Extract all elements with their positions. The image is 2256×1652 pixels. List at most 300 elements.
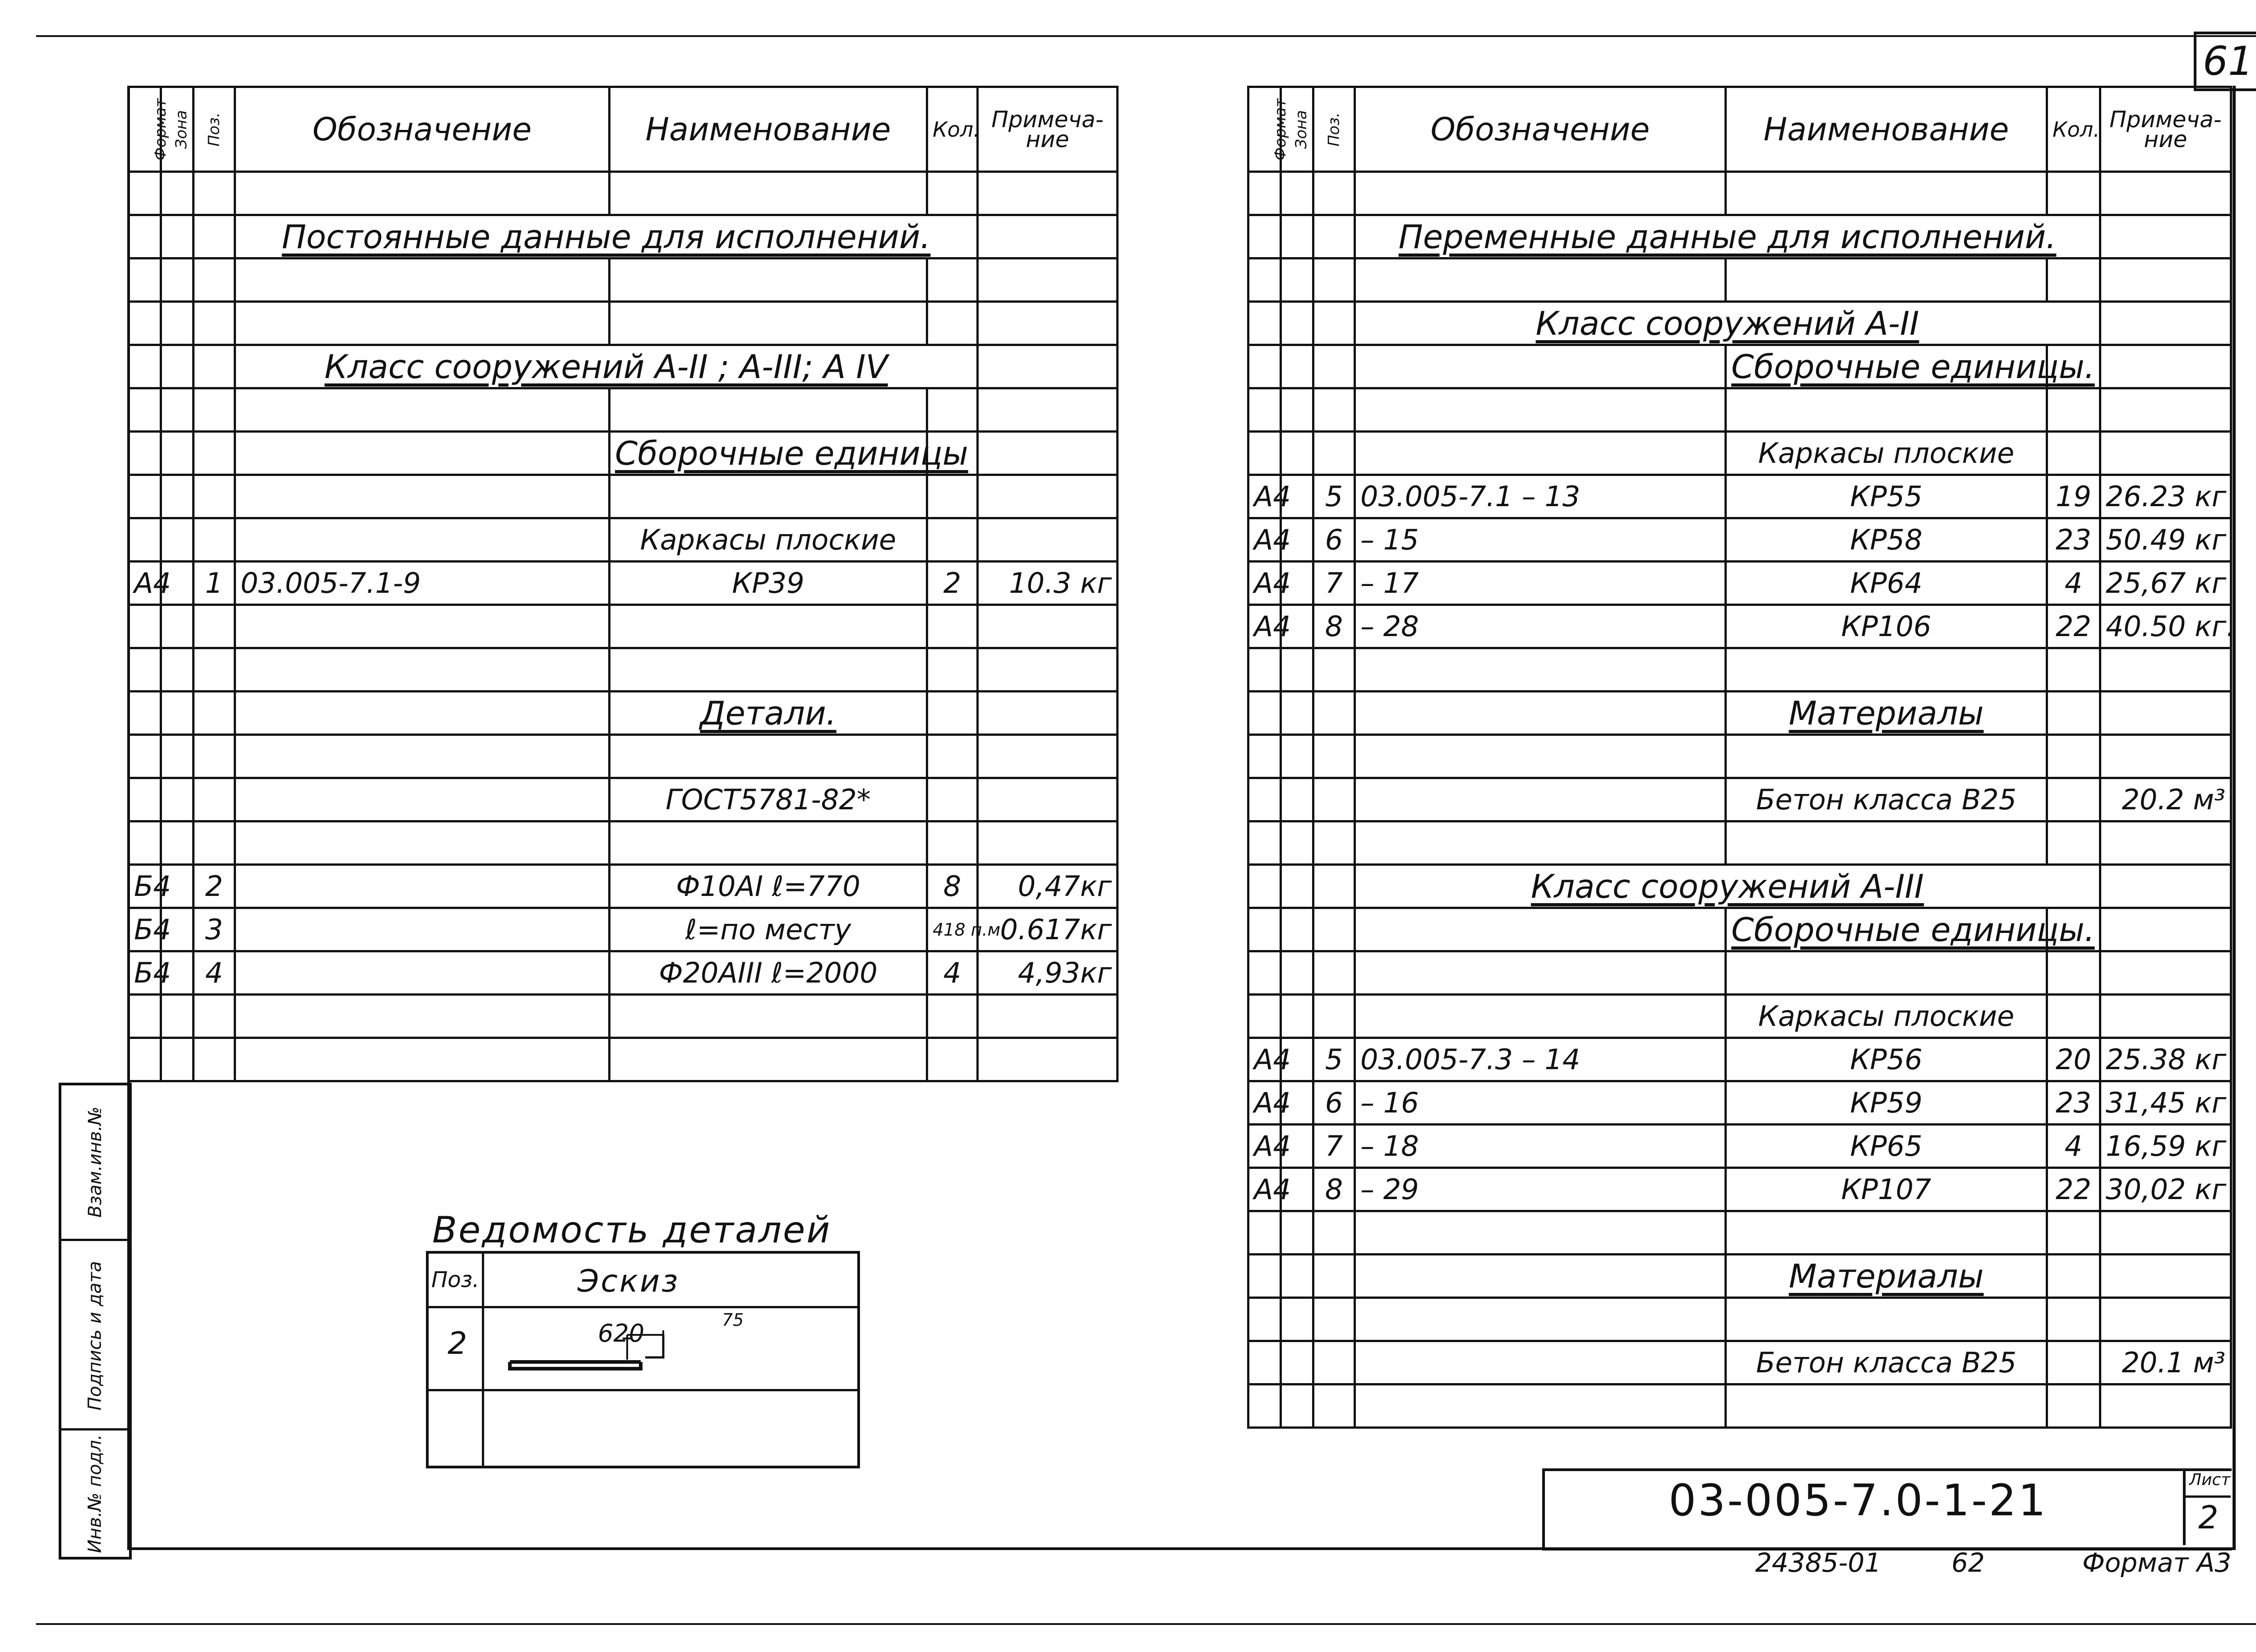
cell-note: 40.50 кг. xyxy=(2100,605,2231,648)
section-heading: Класс сооружений А-III xyxy=(1531,867,1924,905)
cell-name xyxy=(610,605,927,648)
cell-pos: 7 xyxy=(1313,1125,1355,1168)
cell-designation: 03.005-7.1 – 13 xyxy=(1355,475,1726,518)
cell-note xyxy=(2100,1211,2231,1255)
cell-qty xyxy=(2047,821,2100,865)
cell-qty xyxy=(2047,692,2100,735)
cell-name: Ф10АI ℓ=770 xyxy=(610,865,927,908)
sheet-label: Лист xyxy=(2189,1471,2231,1489)
cell-note xyxy=(2100,432,2231,475)
cell-designation xyxy=(235,605,610,648)
cell-note xyxy=(978,475,1118,518)
table-row xyxy=(1248,215,2231,258)
cell-note xyxy=(978,605,1118,648)
cell-name xyxy=(610,648,927,692)
table-row xyxy=(1248,1038,2231,1081)
cell-name: КР65 xyxy=(1726,1125,2047,1168)
cell-designation xyxy=(1355,388,1726,432)
cell-format xyxy=(129,692,161,735)
table-row xyxy=(129,258,1118,302)
cell-qty: 418 п.м. xyxy=(927,908,978,951)
cell-designation xyxy=(235,692,610,735)
table-row xyxy=(1248,562,2231,605)
cell-note xyxy=(978,258,1118,302)
cell-qty xyxy=(2047,1255,2100,1298)
cell-name: КР39 xyxy=(610,562,927,605)
cell-format xyxy=(1248,388,1281,432)
cell-zone xyxy=(1281,1298,1313,1341)
cell-format xyxy=(129,302,161,345)
cell-note xyxy=(2100,995,2231,1038)
cell-pos: 5 xyxy=(1313,475,1355,518)
table-row xyxy=(129,172,1118,215)
cell-note xyxy=(978,302,1118,345)
cell-zone xyxy=(1281,1341,1313,1384)
cell-zone xyxy=(161,692,194,735)
cell-note: 31,45 кг xyxy=(2100,1081,2231,1125)
cell-note xyxy=(2100,172,2231,215)
cell-pos xyxy=(1313,1255,1355,1298)
cell-name xyxy=(1726,1384,2047,1428)
cell-format xyxy=(1248,1298,1281,1341)
cell-pos xyxy=(1313,692,1355,735)
cell-format: А4 xyxy=(1248,518,1281,562)
cell-qty xyxy=(2047,648,2100,692)
cell-format: Б4 xyxy=(129,865,161,908)
cell-name: Ф20АIII ℓ=2000 xyxy=(610,951,927,995)
cell-name: Сборочные единицы. xyxy=(1731,910,2095,949)
cell-format xyxy=(129,605,161,648)
page-number: 61 xyxy=(2194,32,2256,91)
cell-designation xyxy=(1355,1211,1726,1255)
table-row xyxy=(129,735,1118,778)
table-row xyxy=(1248,258,2231,302)
cell-note: 16,59 кг xyxy=(2100,1125,2231,1168)
cell-qty: 20 xyxy=(2047,1038,2100,1081)
cell-note xyxy=(2100,1255,2231,1298)
cell-format xyxy=(129,735,161,778)
cell-note xyxy=(2100,735,2231,778)
table-row xyxy=(129,778,1118,821)
table-row xyxy=(1248,432,2231,475)
table-row xyxy=(1248,1298,2231,1341)
cell-qty xyxy=(927,605,978,648)
cell-zone xyxy=(161,518,194,562)
cell-designation: – 17 xyxy=(1355,562,1726,605)
header-zone: Зона xyxy=(161,87,194,172)
cell-name xyxy=(1726,388,2047,432)
cell-note xyxy=(978,1038,1118,1081)
cell-qty xyxy=(927,518,978,562)
sheet-number: 2 xyxy=(2198,1499,2219,1536)
cell-format xyxy=(129,518,161,562)
cell-format xyxy=(129,778,161,821)
cell-name: КР55 xyxy=(1726,475,2047,518)
cell-format xyxy=(1248,1341,1281,1384)
cell-designation xyxy=(235,172,610,215)
cell-name: Сборочные единицы xyxy=(615,434,968,472)
cell-note xyxy=(2100,258,2231,302)
cell-qty xyxy=(2047,388,2100,432)
table-row xyxy=(129,345,1118,388)
cell-name xyxy=(610,821,927,865)
cell-zone xyxy=(161,172,194,215)
cell-note: 0.617кг xyxy=(978,908,1118,951)
cell-pos xyxy=(1313,172,1355,215)
cell-designation: – 28 xyxy=(1355,605,1726,648)
cell-name: Каркасы плоские xyxy=(1726,995,2047,1038)
cell-note xyxy=(2100,1298,2231,1341)
cell-designation xyxy=(1355,778,1726,821)
cell-pos xyxy=(194,821,235,865)
cell-pos: 7 xyxy=(1313,562,1355,605)
cell-pos: 1 xyxy=(194,562,235,605)
cell-qty: 19 xyxy=(2047,475,2100,518)
table-row xyxy=(129,605,1118,648)
table-row xyxy=(129,995,1118,1038)
cell-zone xyxy=(1281,388,1313,432)
cell-qty xyxy=(2047,1384,2100,1428)
cell-pos xyxy=(1313,432,1355,475)
table-row xyxy=(1248,735,2231,778)
table-row xyxy=(129,865,1118,908)
cell-pos xyxy=(1313,951,1355,995)
cell-name xyxy=(1726,258,2047,302)
cell-designation xyxy=(1355,1384,1726,1428)
cell-pos xyxy=(194,475,235,518)
cell-designation xyxy=(235,735,610,778)
cell-designation xyxy=(235,865,610,908)
cell-designation: 03.005-7.3 – 14 xyxy=(1355,1038,1726,1081)
cell-designation xyxy=(1355,648,1726,692)
top-frame-line xyxy=(36,35,2256,37)
cell-name xyxy=(610,172,927,215)
cell-note xyxy=(978,648,1118,692)
cell-format xyxy=(129,172,161,215)
cell-name: Бетон класса В25 xyxy=(1726,1341,2047,1384)
cell-name: Детали. xyxy=(700,694,837,732)
cell-name: Каркасы плоские xyxy=(1726,432,2047,475)
cell-format xyxy=(1248,1384,1281,1428)
cell-qty xyxy=(927,648,978,692)
cell-designation xyxy=(235,388,610,432)
cell-designation: – 15 xyxy=(1355,518,1726,562)
cell-note xyxy=(2100,388,2231,432)
cell-designation xyxy=(235,432,610,475)
table-row xyxy=(1248,1211,2231,1255)
cell-qty xyxy=(927,735,978,778)
section-heading: Переменные данные для исполнений. xyxy=(1398,217,2057,256)
cell-format xyxy=(129,475,161,518)
cell-format: А4 xyxy=(129,562,161,605)
cell-zone xyxy=(1281,1384,1313,1428)
cell-format xyxy=(1248,778,1281,821)
cell-designation xyxy=(1355,1255,1726,1298)
cell-pos: 6 xyxy=(1313,518,1355,562)
cell-qty xyxy=(927,1038,978,1081)
cell-format xyxy=(1248,345,1281,388)
cell-zone xyxy=(161,605,194,648)
cell-format xyxy=(1248,648,1281,692)
table-row xyxy=(1248,865,2231,908)
cell-name: КР64 xyxy=(1726,562,2047,605)
cell-qty: 22 xyxy=(2047,605,2100,648)
cell-note xyxy=(978,692,1118,735)
cell-zone xyxy=(1281,648,1313,692)
cell-designation xyxy=(1355,258,1726,302)
cell-note: 20.1 м³ xyxy=(2100,1341,2231,1384)
cell-zone xyxy=(1281,258,1313,302)
cell-zone xyxy=(1281,951,1313,995)
cell-pos xyxy=(194,648,235,692)
cell-zone xyxy=(161,1038,194,1081)
table-row xyxy=(129,475,1118,518)
cell-format xyxy=(1248,172,1281,215)
cell-designation xyxy=(235,475,610,518)
cell-name xyxy=(1726,172,2047,215)
cell-pos: 3 xyxy=(194,908,235,951)
cell-pos xyxy=(1313,1298,1355,1341)
cell-name: КР107 xyxy=(1726,1168,2047,1211)
cell-pos xyxy=(194,692,235,735)
cell-format xyxy=(129,821,161,865)
cell-zone xyxy=(1281,1211,1313,1255)
cell-format xyxy=(1248,432,1281,475)
section-heading: Класс сооружений А-II ; А-III; А IV xyxy=(324,347,888,386)
cell-name xyxy=(610,995,927,1038)
header-note: Примеча-ние xyxy=(2100,87,2231,172)
header-designation: Обозначение xyxy=(1355,87,1726,172)
cell-pos xyxy=(194,1038,235,1081)
cell-pos xyxy=(194,605,235,648)
cell-note xyxy=(978,518,1118,562)
cell-name: Каркасы плоские xyxy=(610,518,927,562)
cell-name xyxy=(610,258,927,302)
cell-format: А4 xyxy=(1248,1038,1281,1081)
cell-designation xyxy=(1355,432,1726,475)
cell-pos xyxy=(1313,995,1355,1038)
cell-note: 30,02 кг xyxy=(2100,1168,2231,1211)
cell-designation xyxy=(235,1038,610,1081)
sketch-row-pos: 2 xyxy=(448,1326,467,1361)
cell-format xyxy=(129,258,161,302)
cell-pos: 8 xyxy=(1313,1168,1355,1211)
cell-zone xyxy=(1281,345,1313,388)
cell-name: Бетон класса В25 xyxy=(1726,778,2047,821)
table-row xyxy=(1248,1125,2231,1168)
sketch-table xyxy=(426,1251,860,1468)
cell-pos xyxy=(194,432,235,475)
cell-designation xyxy=(1355,345,1726,388)
table-row xyxy=(129,432,1118,475)
cell-qty xyxy=(2047,951,2100,995)
cell-note: 10.3 кг xyxy=(978,562,1118,605)
cell-pos xyxy=(1313,388,1355,432)
table-row xyxy=(1248,648,2231,692)
cell-note xyxy=(2100,908,2231,951)
spec-table-right xyxy=(1247,86,2235,1429)
cell-qty: 8 xyxy=(927,865,978,908)
cell-qty xyxy=(927,258,978,302)
cell-pos xyxy=(1313,648,1355,692)
cell-zone xyxy=(1281,1255,1313,1298)
side-stamp-strip xyxy=(59,1083,132,1560)
cell-zone xyxy=(161,388,194,432)
cell-format: А4 xyxy=(1248,562,1281,605)
cell-designation xyxy=(235,951,610,995)
cell-designation xyxy=(1355,821,1726,865)
cell-note xyxy=(978,735,1118,778)
cell-designation xyxy=(235,778,610,821)
cell-name xyxy=(1726,1211,2047,1255)
cell-pos xyxy=(1313,778,1355,821)
table-row xyxy=(129,1038,1118,1081)
header-note: Примеча-ние xyxy=(978,87,1118,172)
archive-number: 24385-01 xyxy=(1755,1547,1882,1578)
header-name: Наименование xyxy=(1726,87,2047,172)
cell-note xyxy=(2100,345,2231,388)
table-row xyxy=(1248,605,2231,648)
table-row xyxy=(129,821,1118,865)
cell-pos xyxy=(194,995,235,1038)
cell-qty xyxy=(927,172,978,215)
cell-qty: 4 xyxy=(2047,562,2100,605)
header-pos: Поз. xyxy=(194,87,235,172)
cell-designation xyxy=(235,518,610,562)
cell-qty xyxy=(2047,258,2100,302)
cell-pos xyxy=(194,518,235,562)
table-row xyxy=(129,518,1118,562)
cell-designation xyxy=(1355,172,1726,215)
header-format: Формат xyxy=(1248,87,1281,172)
cell-note xyxy=(978,388,1118,432)
header-qty: Кол. xyxy=(2047,87,2100,172)
table-row xyxy=(129,648,1118,692)
cell-designation xyxy=(235,302,610,345)
cell-pos xyxy=(194,735,235,778)
cell-zone xyxy=(1281,821,1313,865)
cell-zone xyxy=(1281,735,1313,778)
cell-name xyxy=(1726,648,2047,692)
cell-note xyxy=(2100,951,2231,995)
cell-format: А4 xyxy=(1248,475,1281,518)
cell-name: Материалы xyxy=(1789,1257,1984,1295)
sketch-title: Ведомость деталей xyxy=(432,1209,832,1251)
side-cell-signature-date: Подпись и дата xyxy=(61,1239,129,1431)
cell-name xyxy=(610,475,927,518)
table-row xyxy=(129,908,1118,951)
cell-format xyxy=(1248,692,1281,735)
cell-designation xyxy=(1355,692,1726,735)
table-row xyxy=(129,562,1118,605)
side-cell-replaced-inv: Взам.инв.№ xyxy=(85,1106,106,1218)
cell-designation xyxy=(1355,995,1726,1038)
cell-format xyxy=(129,648,161,692)
cell-name xyxy=(610,302,927,345)
cell-zone xyxy=(1281,172,1313,215)
table-row xyxy=(1248,518,2231,562)
cell-qty: 4 xyxy=(927,951,978,995)
table-row xyxy=(1248,1081,2231,1125)
cell-zone xyxy=(1281,908,1313,951)
cell-note xyxy=(2100,821,2231,865)
cell-zone xyxy=(161,475,194,518)
cell-pos xyxy=(1313,1211,1355,1255)
cell-designation xyxy=(235,908,610,951)
cell-pos xyxy=(1313,258,1355,302)
cell-note: 20.2 м³ xyxy=(2100,778,2231,821)
cell-name xyxy=(1726,821,2047,865)
cell-pos xyxy=(194,172,235,215)
cell-pos xyxy=(194,302,235,345)
cell-designation xyxy=(1355,908,1726,951)
cell-pos xyxy=(1313,735,1355,778)
cell-note xyxy=(978,432,1118,475)
cell-name: Сборочные единицы. xyxy=(1731,347,2095,386)
cell-note xyxy=(978,995,1118,1038)
cell-zone xyxy=(161,648,194,692)
table-row xyxy=(129,302,1118,345)
cell-qty xyxy=(2047,432,2100,475)
cell-qty xyxy=(2047,995,2100,1038)
cell-pos: 4 xyxy=(194,951,235,995)
cell-zone xyxy=(1281,692,1313,735)
cell-zone xyxy=(161,995,194,1038)
table-row xyxy=(129,951,1118,995)
cell-zone xyxy=(161,302,194,345)
cell-note xyxy=(2100,648,2231,692)
cell-name xyxy=(1726,735,2047,778)
header-designation: Обозначение xyxy=(235,87,610,172)
cell-designation xyxy=(1355,951,1726,995)
table-row xyxy=(1248,908,2231,951)
cell-format: А4 xyxy=(1248,1125,1281,1168)
table-row xyxy=(1248,388,2231,432)
cell-designation: – 29 xyxy=(1355,1168,1726,1211)
bottom-trim-line xyxy=(36,1623,2256,1625)
cell-format xyxy=(1248,951,1281,995)
cell-designation: – 18 xyxy=(1355,1125,1726,1168)
cell-note: 4,93кг xyxy=(978,951,1118,995)
cell-name: Материалы xyxy=(1789,694,1984,732)
cell-qty xyxy=(2047,778,2100,821)
cell-format xyxy=(1248,258,1281,302)
cell-designation xyxy=(235,648,610,692)
cell-note: 0,47кг xyxy=(978,865,1118,908)
cell-designation xyxy=(235,821,610,865)
cell-note xyxy=(978,172,1118,215)
cell-name xyxy=(1726,951,2047,995)
cell-designation xyxy=(1355,1298,1726,1341)
table-row xyxy=(1248,1168,2231,1211)
document-code: 03-005-7.0-1-21 xyxy=(1669,1475,2048,1526)
cell-note: 26.23 кг xyxy=(2100,475,2231,518)
cell-format xyxy=(1248,1255,1281,1298)
cell-format xyxy=(129,1038,161,1081)
cell-note xyxy=(978,821,1118,865)
cell-name: КР56 xyxy=(1726,1038,2047,1081)
sketch-col-sketch: Эскиз xyxy=(578,1264,680,1299)
table-row xyxy=(129,692,1118,735)
cell-format xyxy=(1248,995,1281,1038)
cell-qty xyxy=(927,388,978,432)
table-row xyxy=(1248,345,2231,388)
table-row xyxy=(1248,995,2231,1038)
table-row xyxy=(1248,1384,2231,1428)
cell-zone xyxy=(161,821,194,865)
dim-620: 620 xyxy=(598,1319,645,1347)
cell-qty xyxy=(927,302,978,345)
